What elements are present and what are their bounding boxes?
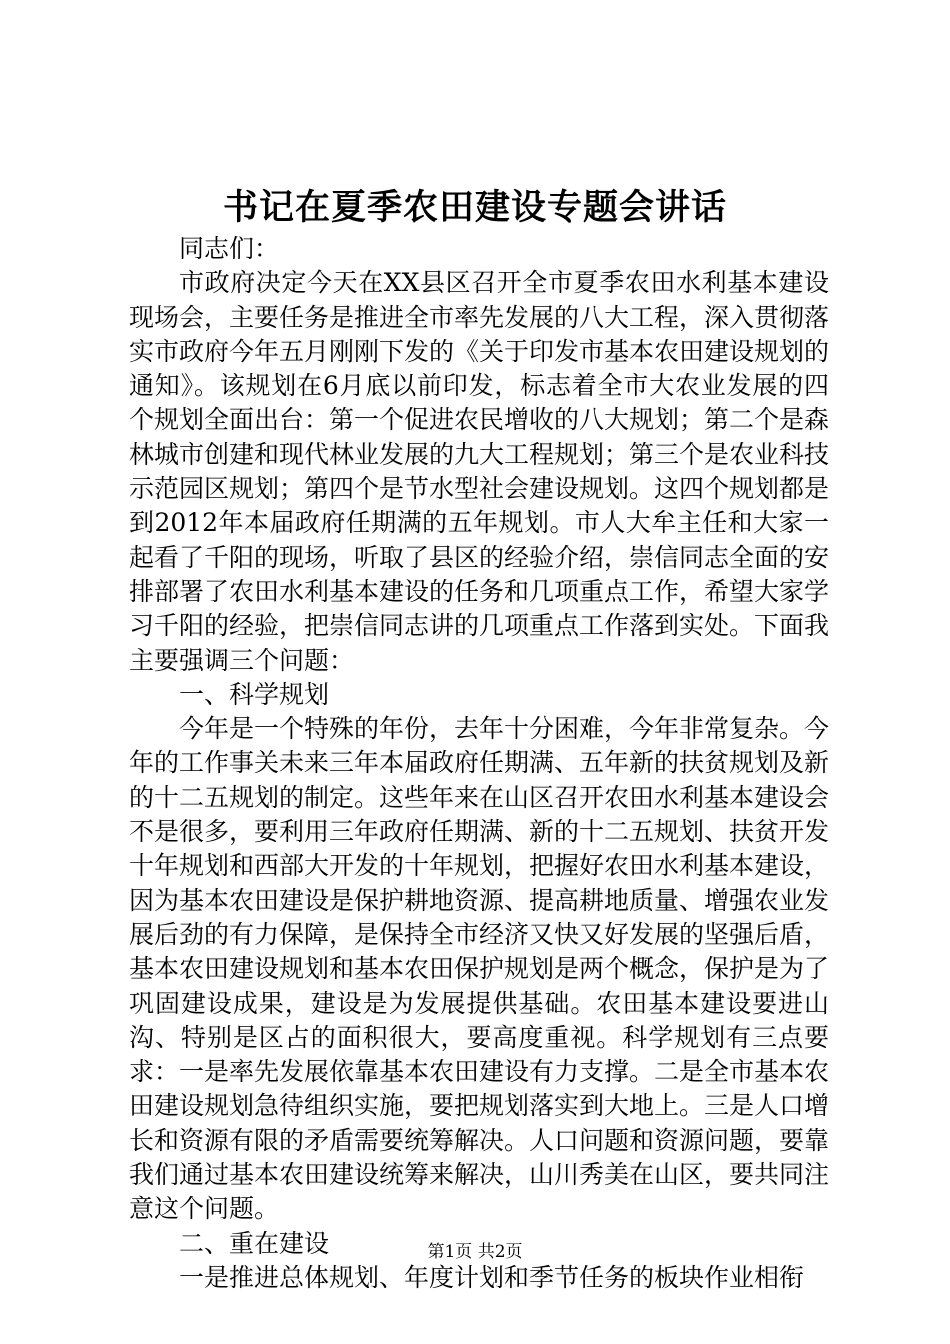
section-heading-1: 一、科学规划: [179, 679, 330, 709]
page-footer: 第1页 共2页: [427, 1242, 523, 1262]
salutation: 同志们：: [179, 234, 280, 263]
section-2-paragraph: 一是推进总体规划、年度计划和季节任务的板块作业相衔: [179, 1262, 805, 1292]
document-body: [129, 232, 829, 1295]
document-title: 书记在夏季农田建设专题会讲话: [222, 187, 727, 228]
section-heading-2: 二、重在建设: [179, 1228, 330, 1258]
intro-paragraph: 市政府决定今天在XX县区召开全市夏季农田水利基本建设现场会，主要任务是推进全市率先发展的八大工程，深入贯彻落实市政府今年五月刚刚下发的《关于印发市基本农田建设规划的通知》。该规划在6月底以前印发，标志着全市大农业发展的四个规划全面出台：第一个促进农民增收的八大规划；第二个是森林城市创建和现代林业发展的九大工程规划；第三个是农业科技示范园区规划；第四个是节水型社会建设规划。这四个规划都是到2012年本届政府任期满的五年规划。市人大牟主任和大家一起看了千阳的现场，听取了县区的经验介绍，崇信同志全面的安排部署了农田水利基本建设的任务和几项重点工作，希望大家学习千阳的经验，把崇信同志讲的几项重点工作落到实处。下面我主要强调三个问题：: [129, 268, 830, 675]
section-1-paragraph: 今年是一个特殊的年份，去年十分困难，今年非常复杂。今年的工作事关未来三年本届政府任期满、五年新的扶贫规划及新的十二五规划的制定。这些年来在山区召开农田水利基本建设会不是很多，要利用三年政府任期满、新的十二五规划、扶贫开发十年规划和西部大开发的十年规划，把握好农田水利基本建设，因为基本农田建设是保护耕地资源、提高耕地质量、增强农业发展后劲的有力保障，是保持全市经济又快又好发展的坚强后盾，基本农田建设规划和基本农田保护规划是两个概念，保护是为了巩固建设成果，建设是为发展提供基础。农田基本建设要进山沟、特别是区占的面积很大，要高度重视。科学规划有三点要求：一是率先发展依靠基本农田建设有力支撑。二是全市基本农田建设规划急待组织实施，要把规划落实到大地上。三是人口增长和资源有限的矛盾需要统筹解决。人口问题和资源问题，要靠我们通过基本农田建设统筹来解决，山川秀美在山区，要共同注意这个问题。: [129, 714, 830, 1224]
